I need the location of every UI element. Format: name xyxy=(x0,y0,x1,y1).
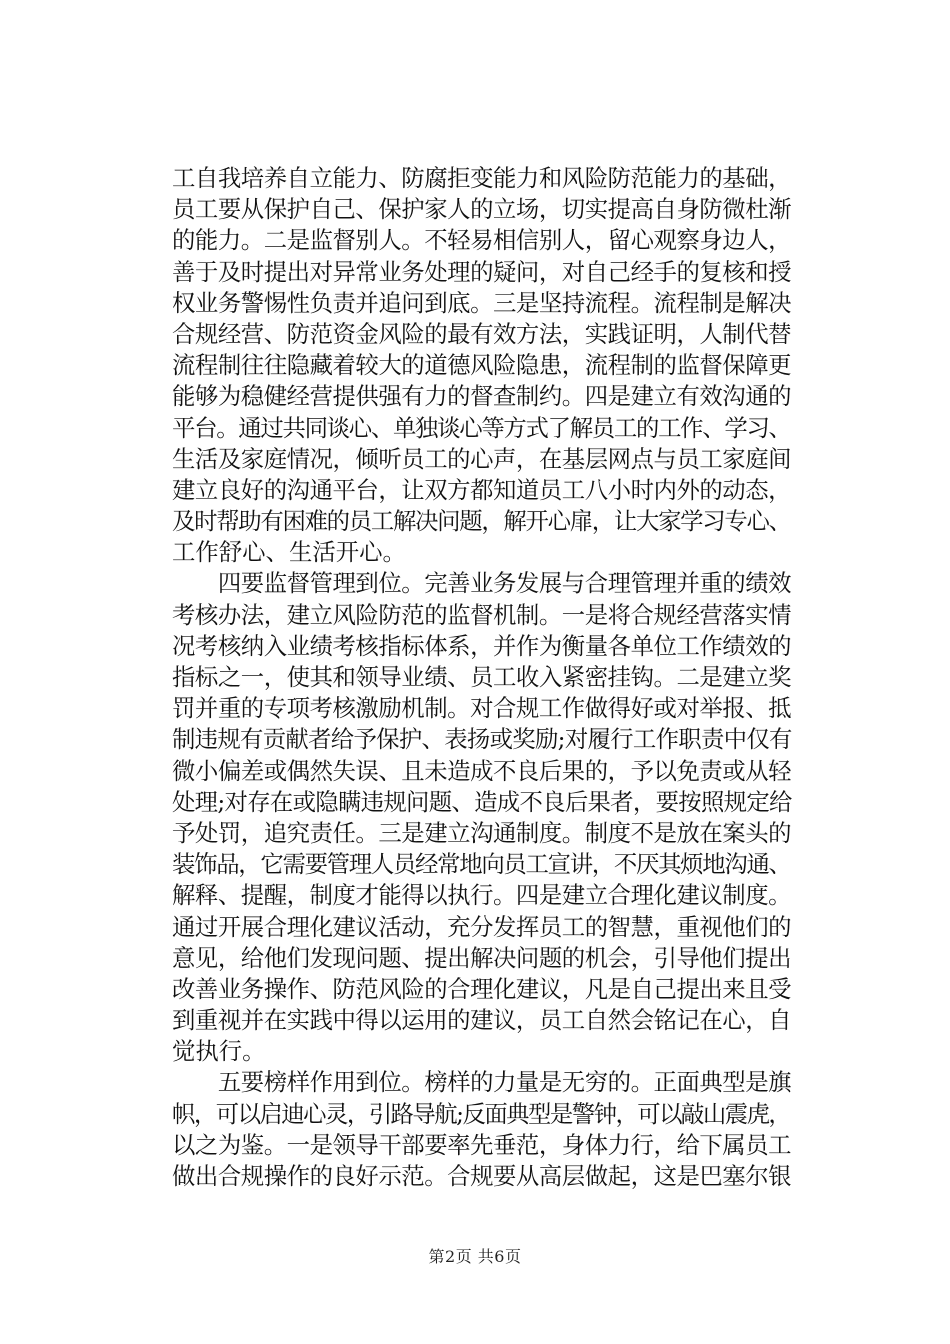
text-line: 处理;对存在或隐瞒违规问题、造成不良后果者，要按照规定给 xyxy=(172,787,792,816)
text-line: 微小偏差或偶然失误、且未造成不良后果的，予以免责或从轻 xyxy=(172,756,792,785)
text-line: 工自我培养自立能力、防腐拒变能力和风险防范能力的基础， xyxy=(172,164,792,192)
text-line: 的能力。二是监督别人。不轻易相信别人，留心观察身边人， xyxy=(172,226,792,255)
text-line: 生活及家庭情况，倾听员工的心声，在基层网点与员工家庭间 xyxy=(172,444,792,473)
text-line: 到重视并在实践中得以运用的建议，员工自然会铭记在心，自 xyxy=(172,1006,792,1035)
body-text xyxy=(172,163,792,1192)
text-line: 意见，给他们发现问题、提出解决问题的机会，引导他们提出 xyxy=(172,943,792,972)
text-line: 员工要从保护自己、保护家人的立场，切实提高自身防微杜渐 xyxy=(172,195,792,224)
text-line: 能够为稳健经营提供强有力的督查制约。四是建立有效沟通的 xyxy=(172,382,792,411)
text-line: 通过开展合理化建议活动，充分发挥员工的智慧，重视他们的 xyxy=(172,912,792,941)
page-footer: 第2页 共6页 xyxy=(428,1247,522,1266)
text-line: 以之为鉴。一是领导干部要率先垂范，身体力行，给下属员工 xyxy=(172,1130,792,1159)
text-line: 做出合规操作的良好示范。合规要从高层做起，这是巴塞尔银 xyxy=(172,1162,792,1190)
text-line: 权业务警惕性负责并追问到底。三是坚持流程。流程制是解决 xyxy=(172,288,792,317)
text-line: 予处罚，追究责任。三是建立沟通制度。制度不是放在案头的 xyxy=(172,818,792,847)
text-line: 指标之一，使其和领导业绩、员工收入紧密挂钩。二是建立奖 xyxy=(172,663,792,691)
text-line: 解释、提醒，制度才能得以执行。四是建立合理化建议制度。 xyxy=(172,881,792,910)
text-line: 装饰品，它需要管理人员经常地向员工宣讲，不厌其烦地沟通、 xyxy=(172,850,791,879)
text-line: 考核办法，建立风险防范的监督机制。一是将合规经营落实情 xyxy=(172,600,792,629)
text-line: 觉执行。 xyxy=(172,1037,266,1066)
text-line: 四要监督管理到位。完善业务发展与合理管理并重的绩效 xyxy=(172,569,792,598)
text-line: 帜，可以启迪心灵，引路导航;反面典型是警钟，可以敲山震虎， xyxy=(172,1099,791,1128)
text-line: 罚并重的专项考核激励机制。对合规工作做得好或对举报、抵 xyxy=(172,694,792,723)
text-line: 及时帮助有困难的员工解决问题，解开心扉，让大家学习专心、 xyxy=(172,507,791,536)
text-line: 流程制往往隐藏着较大的道德风险隐患，流程制的监督保障更 xyxy=(172,351,792,380)
text-line: 改善业务操作、防范风险的合理化建议，凡是自己提出来且受 xyxy=(172,974,792,1003)
text-line: 合规经营、防范资金风险的最有效方法，实践证明，人制代替 xyxy=(172,319,792,348)
text-line: 况考核纳入业绩考核指标体系，并作为衡量各单位工作绩效的 xyxy=(172,631,792,660)
text-line: 建立良好的沟通平台，让双方都知道员工八小时内外的动态， xyxy=(172,475,792,504)
text-line: 工作舒心、生活开心。 xyxy=(172,538,406,567)
text-line: 五要榜样作用到位。榜样的力量是无穷的。正面典型是旗 xyxy=(172,1068,792,1097)
text-line: 善于及时提出对异常业务处理的疑问，对自己经手的复核和授 xyxy=(172,257,792,286)
text-line: 平台。通过共同谈心、单独谈心等方式了解员工的工作、学习、 xyxy=(172,413,791,442)
text-line: 制违规有贡献者给予保护、表扬或奖励;对履行工作职责中仅有 xyxy=(172,725,792,754)
